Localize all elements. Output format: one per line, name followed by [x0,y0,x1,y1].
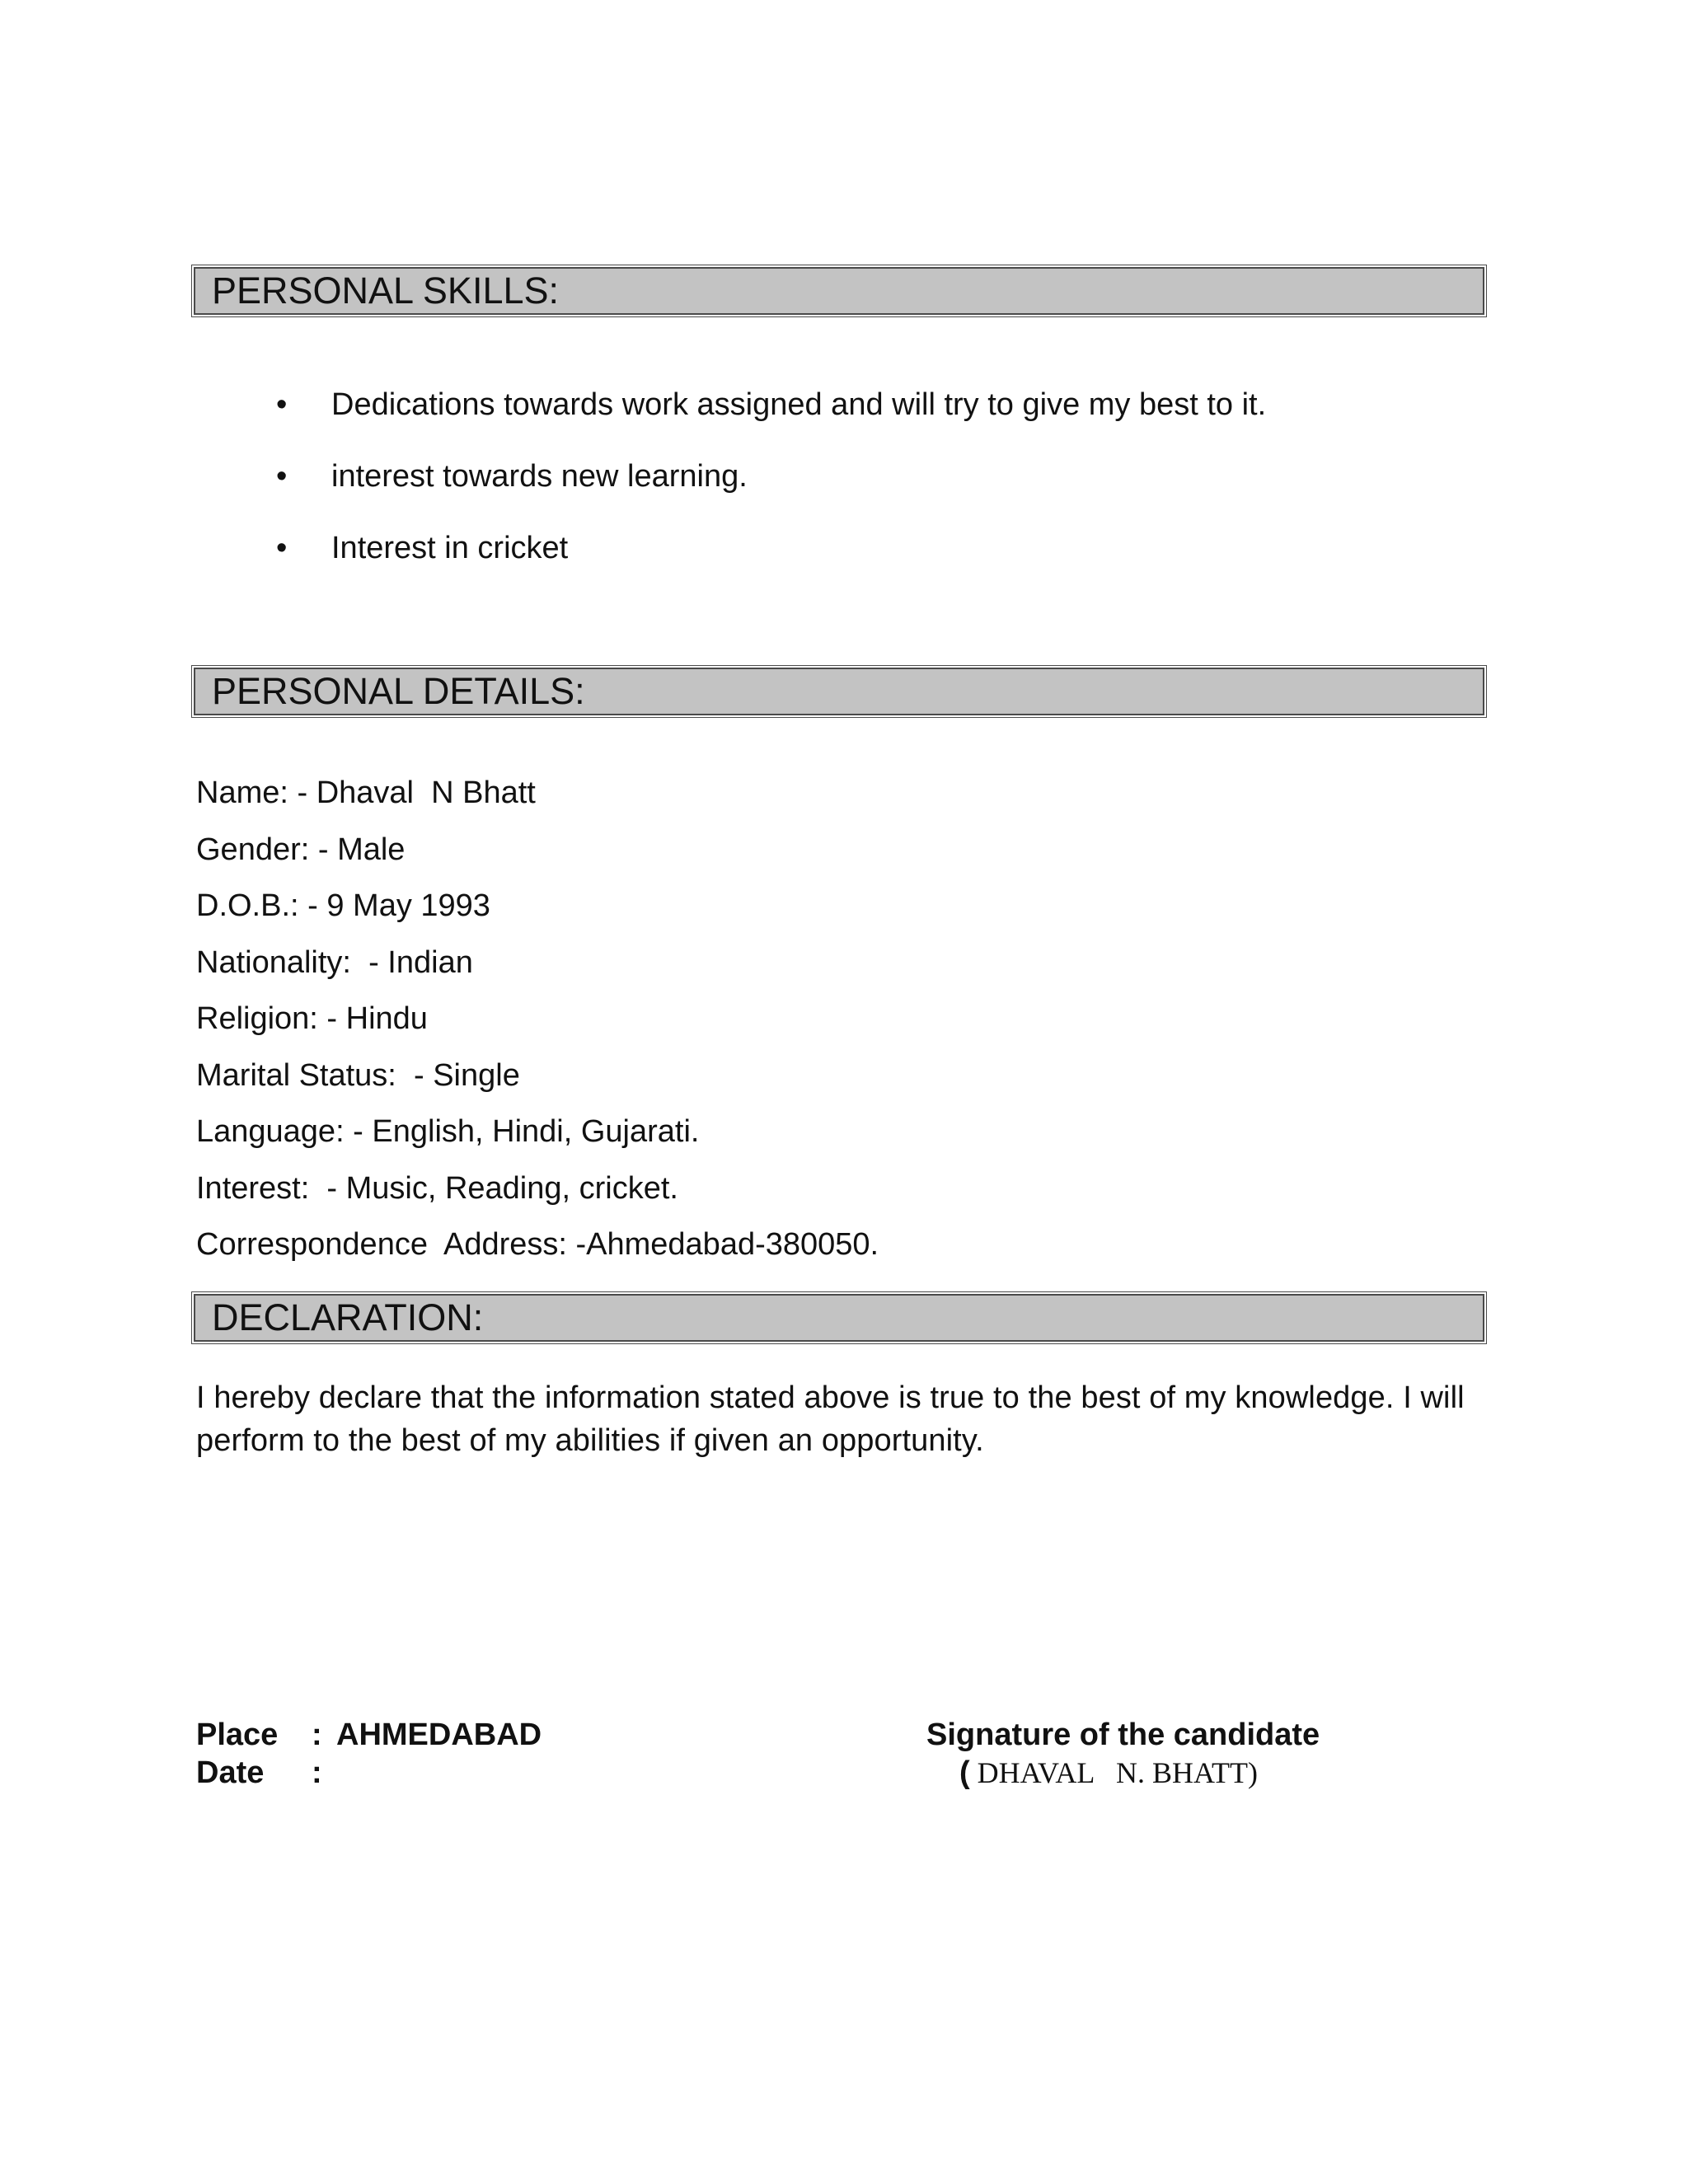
place-label: Place [196,1718,279,1752]
skill-text: Dedications towards work assigned and will try to give my best to it. [331,387,1267,422]
detail-address: Correspondence Address: -Ahmedabad-380050. [196,1227,879,1262]
detail-interest: Interest: - Music, Reading, cricket. [196,1170,678,1206]
detail-religion: Religion: - Hindu [196,1001,428,1036]
place-date-block [196,1716,542,1792]
skill-text: Interest in cricket [331,531,569,565]
list-item [276,454,1266,526]
detail-name: Name: - Dhaval N Bhatt [196,776,536,810]
signature-name: DHAVAL N. BHATT) [969,1756,1259,1789]
list-item [276,526,1266,598]
personal-skills-heading: PERSONAL SKILLS: [194,267,1484,315]
skill-text: interest towards new learning. [331,459,748,494]
place-row [196,1716,542,1754]
personal-details-heading: PERSONAL DETAILS: [194,668,1484,715]
signature-open-paren: ( [959,1755,970,1790]
detail-language: Language: - English, Hindi, Gujarati. [196,1114,700,1149]
bullet-icon: • [276,531,288,565]
signature-block [926,1716,1320,1792]
personal-skills-list [276,382,1266,598]
signature-name-row [926,1754,1320,1792]
place-separator: : [312,1718,322,1752]
date-label: Date [196,1755,265,1790]
date-separator: : [312,1755,322,1790]
personal-details-list [196,771,879,1279]
bullet-icon: • [276,387,288,422]
detail-gender: Gender: - Male [196,832,406,867]
detail-dob: D.O.B.: - 9 May 1993 [196,888,490,923]
detail-nationality: Nationality: - Indian [196,944,473,980]
declaration-heading: DECLARATION: [194,1294,1484,1342]
signature-title: Signature of the candidate [926,1718,1320,1752]
declaration-text: I hereby declare that the information stated above is true to the best of my knowledge. I will perform to the best of my abilities if given an opportunity. [196,1380,1465,1458]
bullet-icon: • [276,459,288,494]
detail-marital-status: Marital Status: - Single [196,1057,520,1093]
list-item [276,382,1266,454]
place-value: AHMEDABAD [336,1718,542,1752]
date-row [196,1754,542,1792]
